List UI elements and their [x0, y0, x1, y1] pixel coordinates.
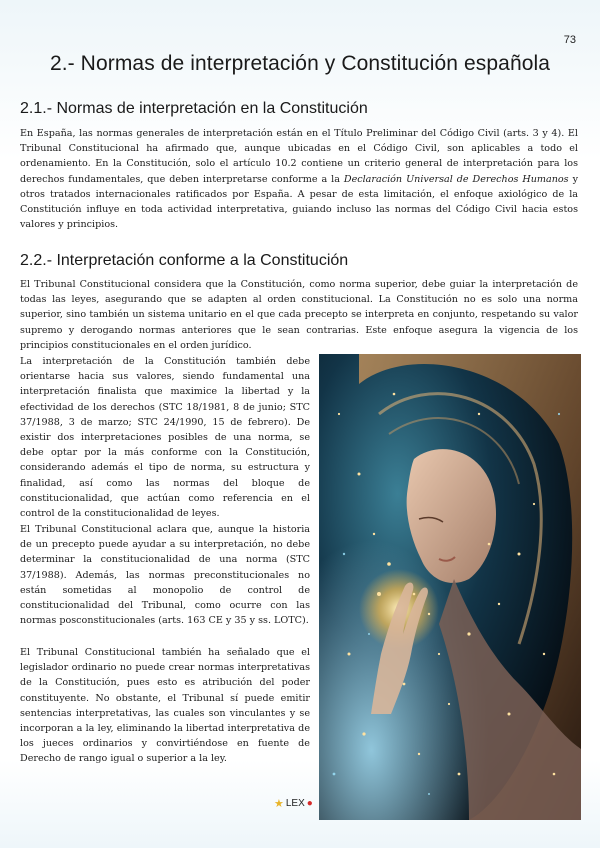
section-2-2-paragraph-4: El Tribunal Constitucional también ha señalado que el legislador ordinario no puede crear normas interpretativas de la Constitución, pues esto es atribución del poder constituyente. No obstante, el Tribunal sí puede emitir sentencias interpretativas, las cuales son vinculantes y se incorporan a la ley, eliminando la libertad interpretativa de los jueces ordinarios y convirtiéndose en fuente de Derecho de rango igual o superior a la ley.: [20, 647, 310, 765]
paragraph-text: y otros tratados internacionales ratificados por España. A pesar de esta limitación, el enfoque axiológico de la Constitución influye en toda actividad interpretativa, guiando incluso las normas del Código Civil hacia estos valores y principios.: [20, 173, 578, 231]
page-number: 73: [563, 34, 576, 46]
section-heading-2-1: 2.1.- Normas de interpretación en la Constitución: [20, 100, 368, 117]
page-title: 2.- Normas de interpretación y Constitución española: [49, 52, 551, 75]
footer-logo-text: LEX: [285, 798, 305, 809]
drop-icon: ●: [306, 798, 313, 809]
section-heading-2-2: 2.2.- Interpretación conforme a la Constitución: [20, 252, 349, 269]
footer-logo: [274, 797, 313, 810]
declaration-title: Declaración Universal de Derechos Humanos: [343, 173, 569, 185]
section-2-2-paragraph-1: El Tribunal Constitucional considera que la Constitución, como norma superior, debe guiar la interpretación de todas las leyes, asegurando que se adapten al orden constitucional. La Constitución no es solo una norma superior, sino también un sistema unitario en el que cada precepto se interpreta en conjunto, respetando su valor supremo y derogando normas anteriores que le sean contrarias. Este enfoque asegura la vigencia de los principios constitucionales en el orden jurídico.: [20, 279, 578, 351]
section-2-2-paragraph-3: El Tribunal Constitucional aclara que, aunque la historia de un precepto puede ayudar a su interpretación, no debe determinar la constitucionalidad de una norma (STC 37/1988). Además, las normas preconstitucionales no están sometidas al monopolio de control de constitucionalidad del Tribunal, como ocurre con las normas posconstitucionales (arts. 163 CE y 35 y ss. LOTC).: [20, 524, 310, 627]
star-icon: ★: [274, 798, 284, 810]
fantasy-woman-illustration: [319, 354, 581, 820]
section-2-2-paragraph-2: La interpretación de la Constitución también debe orientarse hacia sus valores, siendo fundamental una interpretación finalista que maximice la libertad y la efectividad de los derechos (STC 18/1981, 8 de junio; STC 37/1988, 3 de marzo; STC 24/1990, 15 de febrero). De existir dos interpretaciones posibles de una norma, se debe optar por la más conforme con la Constitución, considerando además el tipo de norma, su estructura y finalidad, así como las normas del bloque de constitucionalidad, que actúan como referencia en el control de la constitucionalidad de leyes.: [20, 356, 310, 520]
paragraph-text: En España, las normas generales de interpretación están en el Título Preliminar del Código Civil (arts. 3 y 4). El Tribunal Constitucional ha afirmado que, aunque ubicadas en el Código Civil, son aplicables a todo el ordenamiento. En la Constitución, solo el artículo 10.2 contiene un criterio general de interpretación para los derechos fundamentales, que deben interpretarse conforme a la: [20, 128, 578, 185]
section-2-1-paragraph: [20, 126, 578, 232]
